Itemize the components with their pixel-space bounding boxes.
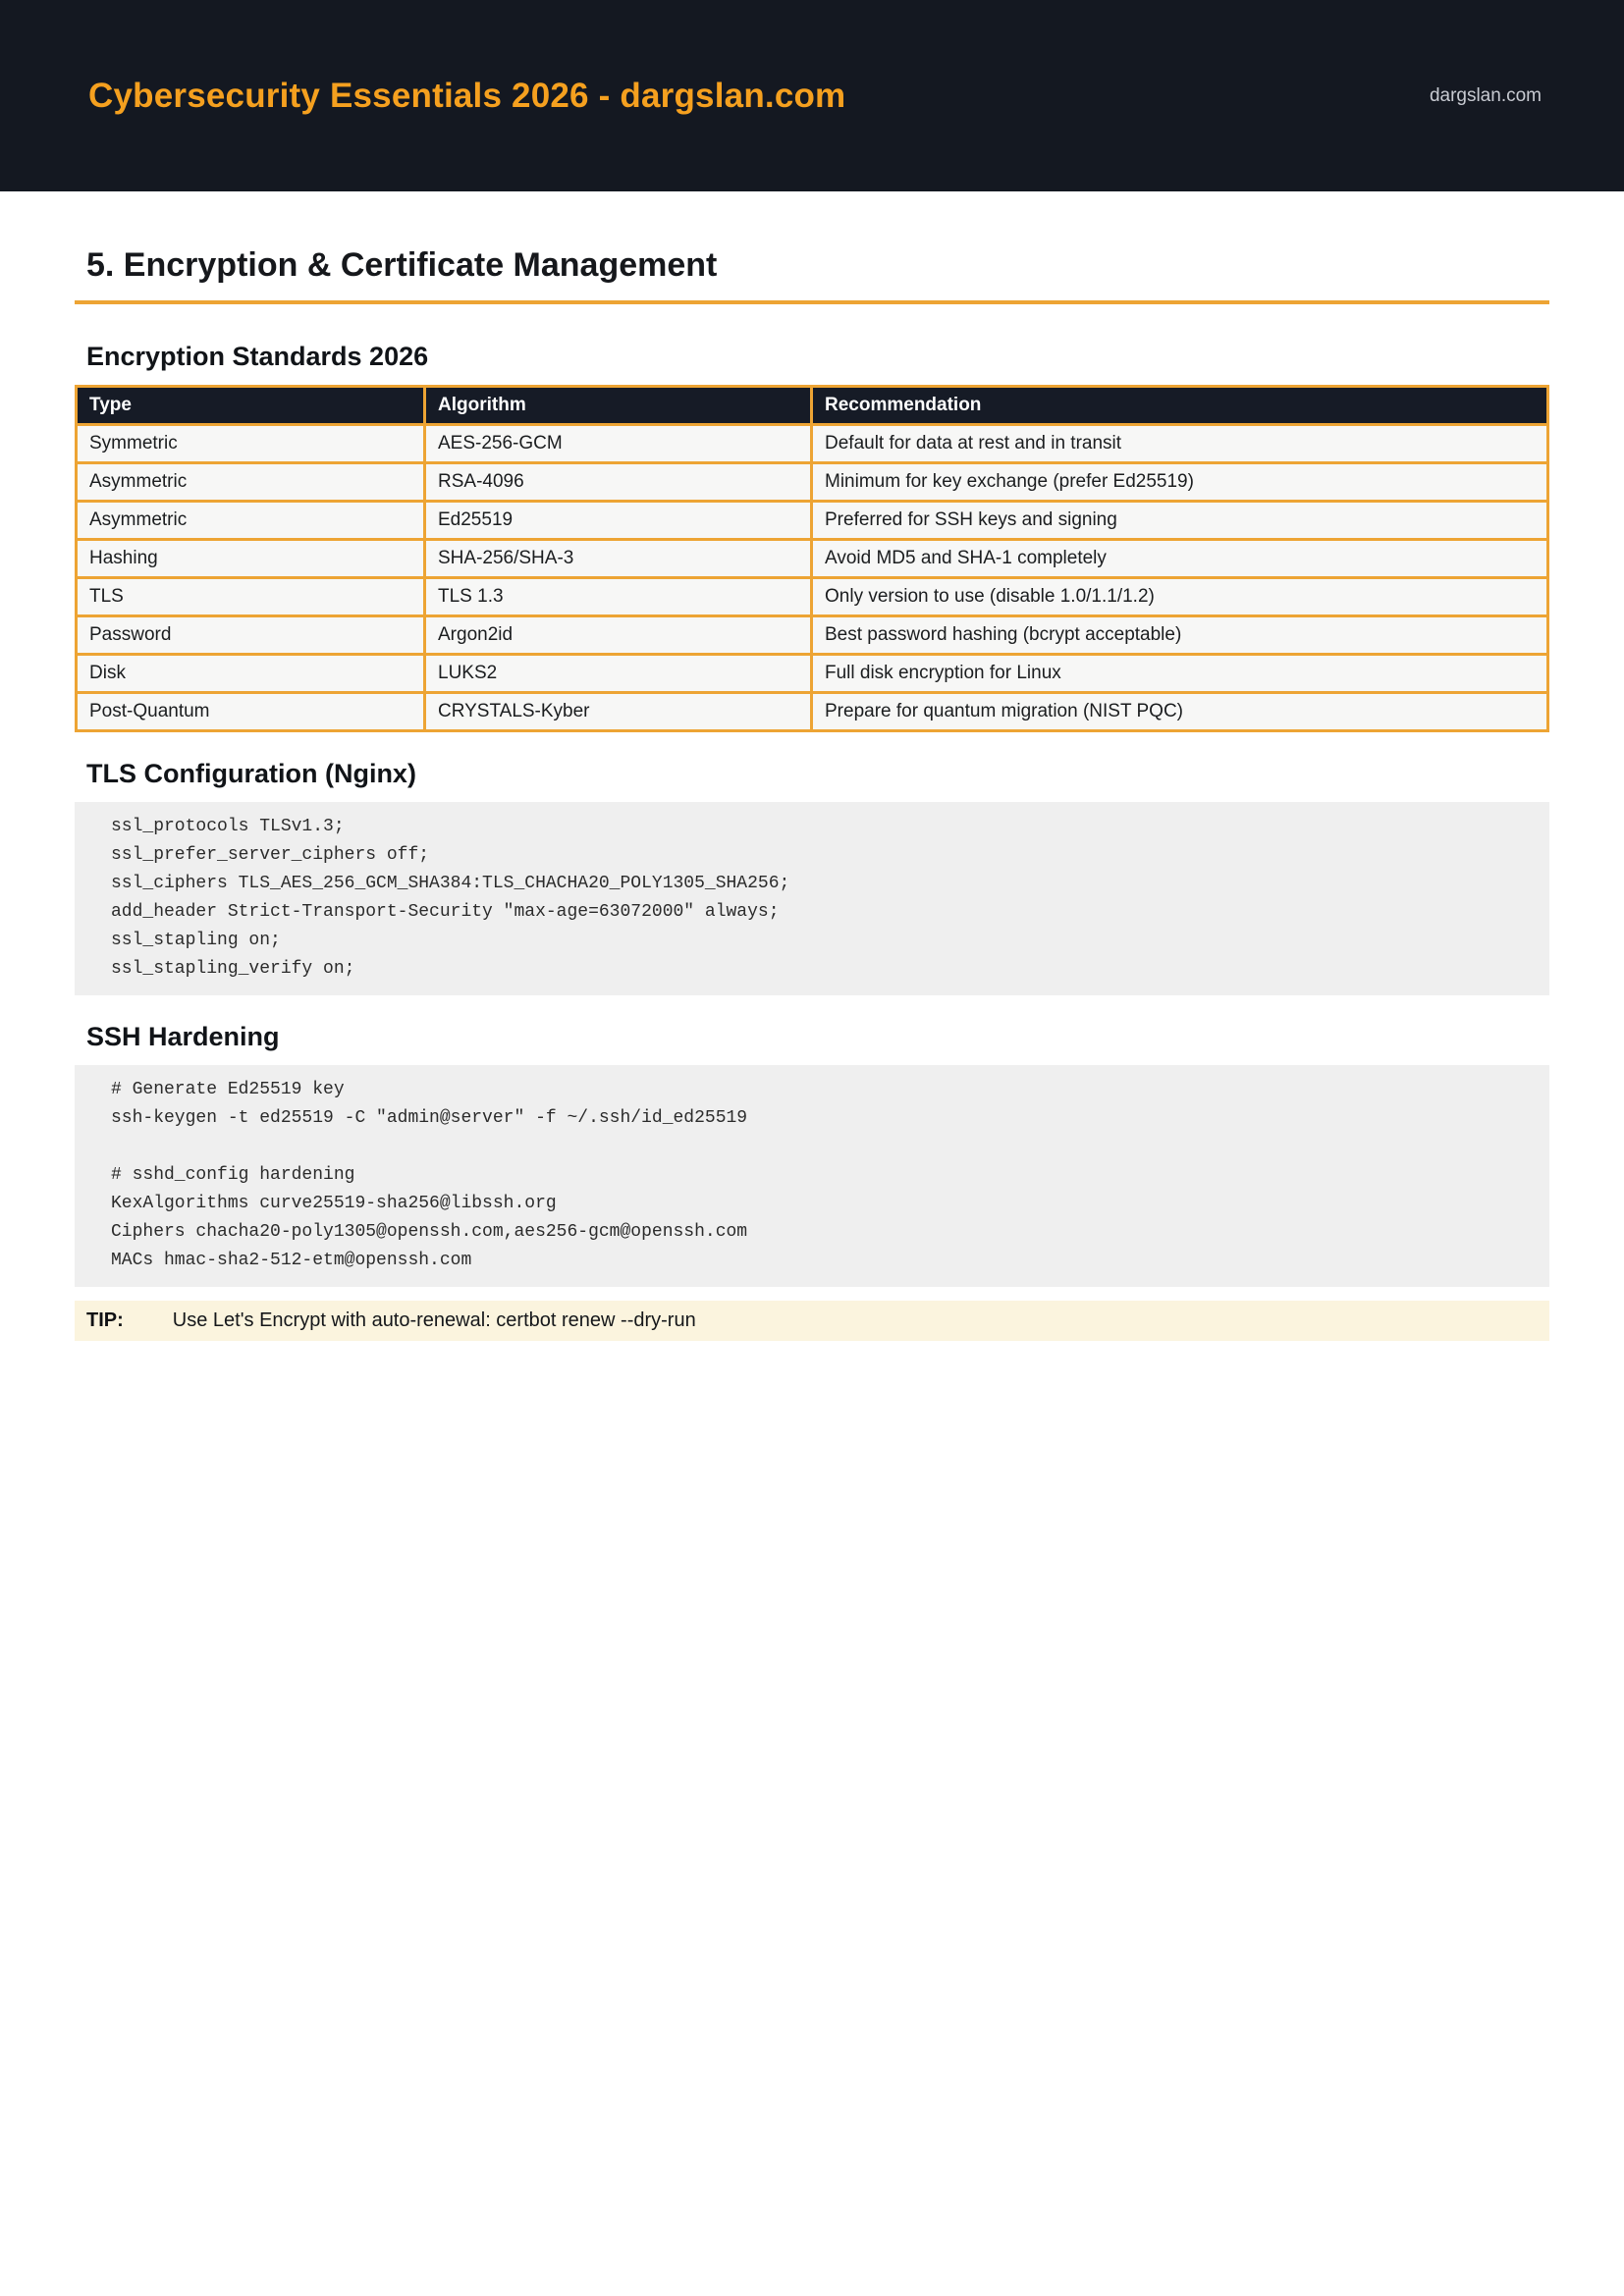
cell-type: Asymmetric <box>77 463 425 502</box>
cell-recommendation: Full disk encryption for Linux <box>812 655 1548 693</box>
column-header-type: Type <box>77 387 425 425</box>
table-row <box>77 693 1548 731</box>
ssh-hardening-code-block <box>75 1065 1549 1287</box>
table-row <box>77 616 1548 655</box>
code-line: KexAlgorithms curve25519-sha256@libssh.org <box>111 1194 557 1213</box>
cell-algorithm: LUKS2 <box>425 655 812 693</box>
cell-recommendation: Minimum for key exchange (prefer Ed25519) <box>812 463 1548 502</box>
tip-bar <box>75 1301 1549 1341</box>
cell-algorithm: CRYSTALS-Kyber <box>425 693 812 731</box>
column-header-recommendation: Recommendation <box>812 387 1548 425</box>
code-line: ssl_protocols TLSv1.3; <box>111 817 345 836</box>
cell-type: Post-Quantum <box>77 693 425 731</box>
tip-label: TIP: <box>86 1309 124 1331</box>
page-header <box>0 0 1624 191</box>
cell-recommendation: Prepare for quantum migration (NIST PQC) <box>812 693 1548 731</box>
table-row <box>77 425 1548 463</box>
code-line: # Generate Ed25519 key <box>111 1080 345 1099</box>
cell-algorithm: AES-256-GCM <box>425 425 812 463</box>
page-title: Cybersecurity Essentials 2026 - dargslan.com <box>88 76 846 115</box>
cell-type: Disk <box>77 655 425 693</box>
cell-recommendation: Avoid MD5 and SHA-1 completely <box>812 540 1548 578</box>
cell-type: Hashing <box>77 540 425 578</box>
table-row <box>77 655 1548 693</box>
cell-type: TLS <box>77 578 425 616</box>
cell-type: Password <box>77 616 425 655</box>
code-line <box>111 1133 1530 1161</box>
cell-recommendation: Best password hashing (bcrypt acceptable) <box>812 616 1548 655</box>
cell-algorithm: TLS 1.3 <box>425 578 812 616</box>
code-line: add_header Strict-Transport-Security "max-age=63072000" always; <box>111 902 780 922</box>
header-site-label: dargslan.com <box>1429 84 1542 106</box>
column-header-algorithm: Algorithm <box>425 387 812 425</box>
code-line: # sshd_config hardening <box>111 1165 355 1185</box>
code-line: MACs hmac-sha2-512-etm@openssh.com <box>111 1251 472 1270</box>
code-line: ssl_stapling on; <box>111 931 281 950</box>
table-row <box>77 502 1548 540</box>
code-line: ssl_ciphers TLS_AES_256_GCM_SHA384:TLS_CHACHA20_POLY1305_SHA256; <box>111 874 790 893</box>
table-header-row <box>77 387 1548 425</box>
cell-type: Asymmetric <box>77 502 425 540</box>
cell-algorithm: RSA-4096 <box>425 463 812 502</box>
cell-algorithm: Argon2id <box>425 616 812 655</box>
cell-recommendation: Preferred for SSH keys and signing <box>812 502 1548 540</box>
section-title: 5. Encryption & Certificate Management <box>86 246 718 284</box>
code-line: Ciphers chacha20-poly1305@openssh.com,aes256-gcm@openssh.com <box>111 1222 748 1242</box>
table-row <box>77 463 1548 502</box>
code-line: ssl_prefer_server_ciphers off; <box>111 845 430 865</box>
tls-config-code-block <box>75 802 1549 995</box>
code-line: ssh-keygen -t ed25519 -C "admin@server" -f ~/.ssh/id_ed25519 <box>111 1108 748 1128</box>
cell-algorithm: Ed25519 <box>425 502 812 540</box>
cell-recommendation: Default for data at rest and in transit <box>812 425 1548 463</box>
section-divider <box>75 300 1549 304</box>
code-line: ssl_stapling_verify on; <box>111 959 355 979</box>
table-row <box>77 578 1548 616</box>
encryption-standards-table <box>75 385 1549 732</box>
tip-text: Use Let's Encrypt with auto-renewal: certbot renew --dry-run <box>172 1309 696 1331</box>
cell-type: Symmetric <box>77 425 425 463</box>
tls-config-heading: TLS Configuration (Nginx) <box>86 759 416 788</box>
cell-algorithm: SHA-256/SHA-3 <box>425 540 812 578</box>
table-row <box>77 540 1548 578</box>
ssh-hardening-heading: SSH Hardening <box>86 1022 280 1051</box>
encryption-standards-heading: Encryption Standards 2026 <box>86 342 429 371</box>
document-body <box>0 246 1624 1341</box>
cell-recommendation: Only version to use (disable 1.0/1.1/1.2) <box>812 578 1548 616</box>
